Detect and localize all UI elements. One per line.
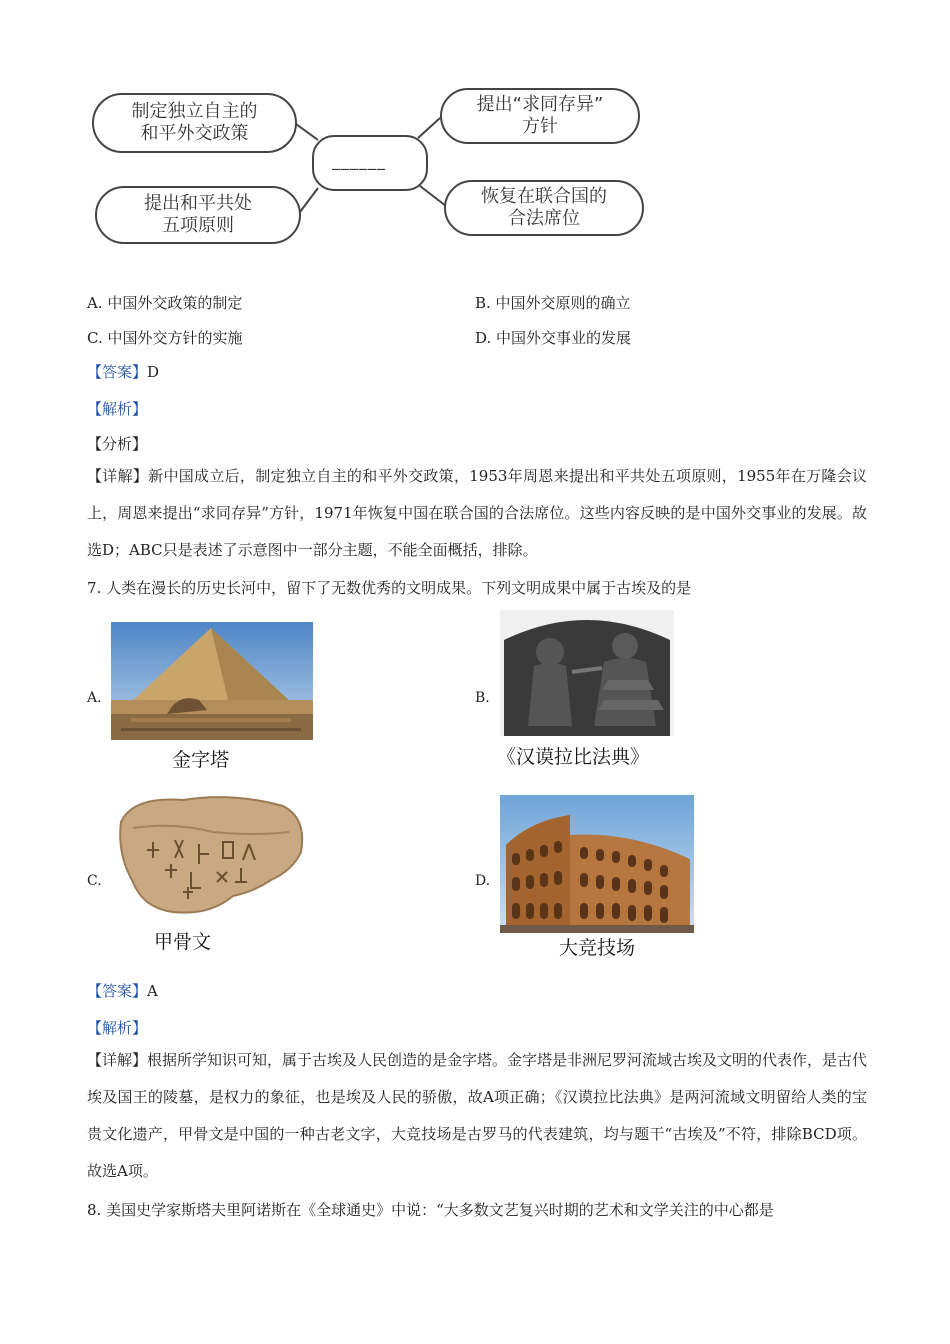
q7-option-a-letter[interactable]: A. [87, 690, 102, 706]
bubble-bottom-left: 提出和平共处 五项原则 [95, 186, 301, 244]
q6-analysis-tag: 【解析】 [87, 400, 148, 418]
bubble-bottom-right: 恢复在联合国的 合法席位 [444, 180, 644, 236]
q6-detail: 【详解】新中国成立后，制定独立自主的和平外交政策，1953年周恩来提出和平共处五项原则，1955年在万隆会议上，周恩来提出“求同存异”方针，1971年恢复中国在联合国的合法席位。这些内容反映的是中国外交事业的发展。故选D；ABC只是表述了示意图中一部分主题，不能全面概括，排除。 [87, 467, 867, 559]
q7-answer: 【答案】A [87, 982, 158, 1000]
q7-caption-a: 金字塔 [172, 749, 230, 771]
q6-option-d[interactable]: D. 中国外交事业的发展 [475, 329, 632, 347]
center-blank-line: ______ [332, 151, 386, 170]
colosseum-image[interactable] [500, 795, 694, 933]
q6-fenxi-tag: 【分析】 [87, 435, 148, 453]
stele-image[interactable] [500, 610, 674, 736]
q7-caption-c: 甲骨文 [154, 931, 212, 953]
q7-analysis-tag: 【解析】 [87, 1019, 148, 1037]
oracle-bone-image[interactable] [113, 792, 309, 918]
q6-option-a[interactable]: A. 中国外交政策的制定 [87, 294, 243, 312]
bubble-top-right: 提出“求同存异” 方针 [440, 88, 640, 144]
q7-detail: 【详解】根据所学知识可知，属于古埃及人民创造的是金字塔。金字塔是非洲尼罗河流域古埃及文明的代表作，是古代埃及国王的陵墓，是权力的象征，也是埃及人民的骄傲，故A项正确；《汉谟拉比法典》是两河流域文明留给人类的宝贵文化遗产，甲骨文是中国的一种古老文字，大竞技场是古罗马的代表建筑，均与题干“古埃及”不符，排除BCD项。故选A项。 [87, 1051, 868, 1180]
q7-option-d-letter[interactable]: D. [475, 873, 491, 889]
center-blank-box [312, 135, 428, 191]
q6-answer: 【答案】D [87, 363, 160, 381]
q6-option-c[interactable]: C. 中国外交方针的实施 [87, 329, 243, 347]
pyramid-image[interactable] [111, 622, 313, 740]
q7-question: 7. 人类在漫长的历史长河中，留下了无数优秀的文明成果。下列文明成果中属于古埃及的是 [87, 579, 692, 597]
q6-option-b[interactable]: B. 中国外交原则的确立 [475, 294, 631, 312]
q7-option-b-letter[interactable]: B. [475, 690, 490, 706]
q7-caption-d: 大竞技场 [559, 937, 636, 959]
q7-caption-b: 《汉谟拉比法典》 [497, 746, 650, 768]
q7-option-c-letter[interactable]: C. [87, 873, 102, 889]
q8-question: 8. 美国史学家斯塔夫里阿诺斯在《全球通史》中说：“大多数文艺复兴时期的艺术和文学关注的中心都是 [87, 1201, 774, 1219]
bubble-top-left: 制定独立自主的 和平外交政策 [92, 93, 297, 153]
